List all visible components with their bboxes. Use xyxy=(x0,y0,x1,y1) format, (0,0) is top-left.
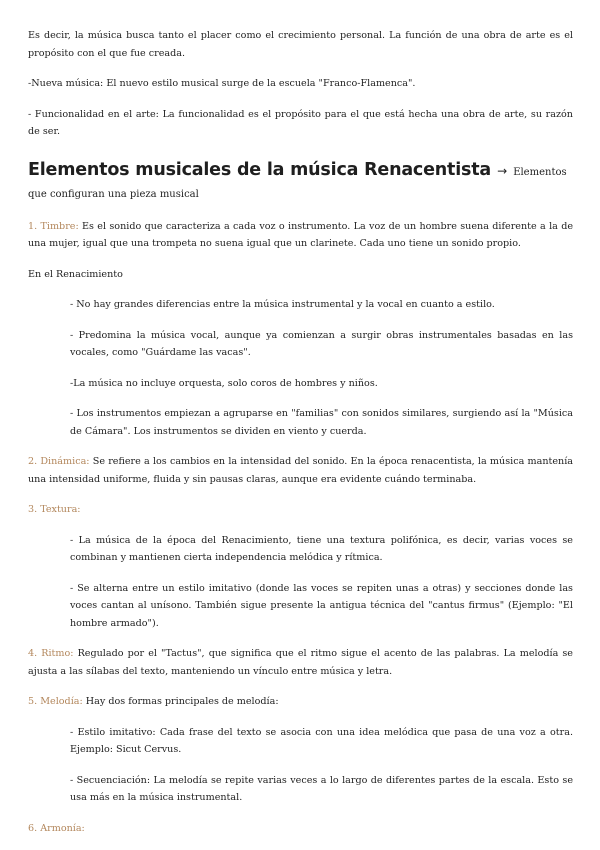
new-music-paragraph: -Nueva música: El nuevo estilo musical surge de la escuela "Franco-Flamenca". xyxy=(28,78,416,89)
dinamica-label: 2. Dinámica: xyxy=(28,456,90,467)
arrow-right-icon: → xyxy=(497,163,508,178)
timbre-label: 1. Timbre: xyxy=(28,220,79,232)
dinamica-paragraph xyxy=(28,453,573,488)
list-item: - Predomina la música vocal, aunque ya comienzan a surgir obras instrumentales basadas en las vocales, como "Guárdame las vacas". xyxy=(70,329,573,358)
section-heading xyxy=(28,159,573,206)
armonia-heading xyxy=(28,820,573,838)
list-item: - Los instrumentos empiezan a agruparse en "familias" con sonidos similares, surgiendo así la "Música de Cámara". Los instrumentos se dividen en viento y cuerda. xyxy=(70,408,573,437)
ritmo-paragraph xyxy=(28,645,573,680)
melodia-paragraph xyxy=(28,693,573,711)
list-item: - Se alterna entre un estilo imitativo (donde las voces se repiten unas a otras) y secciones donde las voces cantan al unísono. También sigue presente la antigua técnica del "cantus firmus" (Ejemplo: "El hombre armado"). xyxy=(70,582,573,629)
ritmo-label: 4. Ritmo: xyxy=(28,648,74,659)
list-item: - La música de la época del Renacimiento, tiene una textura polifónica, es decir, varias voces se combinan y mantienen cierta independencia melódica y rítmica. xyxy=(70,534,573,563)
section-title: Elementos musicales de la música Renacentista xyxy=(28,159,491,180)
section-subtitle: Elementos que configuran una pieza musical xyxy=(28,166,567,200)
textura-heading xyxy=(28,501,573,519)
melodia-text: Hay dos formas principales de melodía: xyxy=(82,696,279,707)
list-item: - Estilo imitativo: Cada frase del texto se asocia con una idea melódica que pasa de una voz a otra. Ejemplo: Sicut Cervus. xyxy=(70,726,573,755)
ritmo-text: Regulado por el "Tactus", que significa que el ritmo sigue el acento de las palabras. La melodía se ajusta a las sílabas del texto, manteniendo un vínculo entre música y letra. xyxy=(28,648,573,677)
melodia-label: 5. Melodía: xyxy=(28,696,83,707)
document-page xyxy=(28,27,573,850)
functionality-paragraph: - Funcionalidad en el arte: La funcionalidad es el propósito para el que está hecha una obra de arte, su razón de ser. xyxy=(28,108,573,137)
renaissance-context: En el Renacimiento xyxy=(28,268,123,280)
textura-label: 3. Textura: xyxy=(28,504,81,515)
timbre-paragraph xyxy=(28,218,573,253)
list-item: -La música no incluye orquesta, solo coros de hombres y niños. xyxy=(70,377,378,389)
armonia-label: 6. Armonía: xyxy=(28,822,85,834)
list-item: - Secuenciación: La melodía se repite varias veces a lo largo de diferentes partes de la escala. Esto se usa más en la música instrumental. xyxy=(70,774,573,803)
intro-paragraph: Es decir, la música busca tanto el placer como el crecimiento personal. La función de una obra de arte es el propósito con el que fue creada. xyxy=(28,30,573,59)
list-item: - No hay grandes diferencias entre la música instrumental y la vocal en cuanto a estilo. xyxy=(70,299,495,310)
dinamica-text: Se refiere a los cambios en la intensidad del sonido. En la época renacentista, la música mantenía una intensidad uniforme, fluida y sin pausas claras, aunque era evidente cuándo terminaba. xyxy=(28,456,573,485)
timbre-text: Es el sonido que caracteriza a cada voz o instrumento. La voz de un hombre suena diferente a la de una mujer, igual que una trompeta no suena igual que un clarinete. Cada uno tiene un sonido propio. xyxy=(28,220,574,249)
